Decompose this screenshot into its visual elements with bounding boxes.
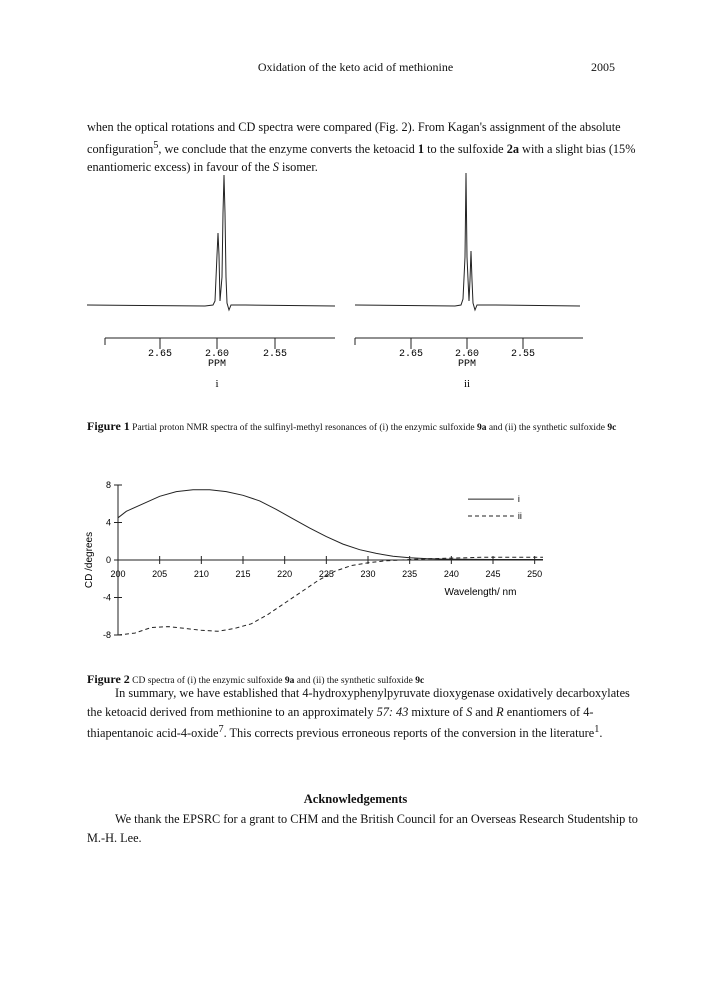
reference-superscript: 7 bbox=[218, 724, 224, 735]
x-tick-label: 215 bbox=[235, 569, 251, 579]
text-run: and (ii) the synthetic sulfoxide bbox=[294, 676, 416, 686]
text-run: and (ii) the synthetic sulfoxide bbox=[486, 423, 608, 433]
figure-1-nmr-spectra bbox=[85, 165, 605, 405]
x-tick-label: 225 bbox=[318, 569, 334, 579]
stereo-label: R bbox=[496, 704, 504, 719]
summary-paragraph bbox=[87, 684, 647, 743]
text-run: mixture of bbox=[408, 704, 467, 719]
ppm-tick-label: 2.65 bbox=[398, 349, 424, 360]
y-tick-label: 8 bbox=[105, 480, 111, 490]
y-tick-label: 0 bbox=[105, 555, 111, 565]
panel-label-i: i bbox=[215, 378, 219, 390]
compound-number: 9a bbox=[476, 423, 487, 433]
chart-series bbox=[118, 490, 543, 635]
series-line-i bbox=[118, 490, 543, 560]
text-run: Partial proton NMR spectra of the sulfinyl-methyl resonances of (i) the enzymic sulfoxide bbox=[129, 423, 477, 433]
x-tick-label: 200 bbox=[110, 569, 126, 579]
y-tick-label: -8 bbox=[102, 630, 111, 640]
text-run: to the sulfoxide bbox=[424, 141, 507, 156]
acknowledgements-heading: Acknowledgements bbox=[303, 792, 408, 806]
x-tick-label: 250 bbox=[527, 569, 543, 579]
stereo-label: S bbox=[272, 160, 279, 175]
y-axis-label: CD /degrees bbox=[84, 531, 95, 589]
x-tick-label: 205 bbox=[152, 569, 168, 579]
compound-number: 9a bbox=[284, 676, 295, 686]
ppm-axis-ii bbox=[355, 338, 583, 349]
text-run: . This corrects previous erroneous reports of the conversion in the literature bbox=[223, 726, 595, 741]
x-axis-label: Wavelength/ nm bbox=[444, 587, 517, 598]
text-run: , we conclude that the enzyme converts the ketoacid bbox=[158, 141, 418, 156]
ppm-tick-label: 2.65 bbox=[147, 349, 173, 360]
compound-number: 9c bbox=[607, 423, 617, 433]
text-run: and bbox=[472, 704, 497, 719]
chart-legend bbox=[468, 494, 522, 521]
x-tick-label: 235 bbox=[402, 569, 418, 579]
text-run: enantiomers of 4-thiapentanoic acid-4-oxide bbox=[87, 704, 594, 741]
ppm-tick-label: 2.55 bbox=[510, 349, 536, 360]
reference-superscript: 1 bbox=[594, 724, 600, 735]
compound-number: 1 bbox=[417, 141, 425, 156]
y-tick-label: -4 bbox=[102, 592, 111, 603]
running-title: Oxidation of the keto acid of methionine bbox=[257, 60, 454, 74]
acknowledgements-text bbox=[87, 810, 647, 847]
compound-number: 9c bbox=[415, 676, 425, 686]
text-run: . bbox=[599, 726, 603, 741]
caption-label: Figure 2 bbox=[87, 672, 130, 686]
legend-label-ii: ii bbox=[517, 510, 522, 521]
ratio: 57: 43 bbox=[376, 704, 409, 719]
y-tick-label: 4 bbox=[105, 517, 111, 528]
x-tick-label: 245 bbox=[485, 569, 501, 579]
nmr-trace-ii bbox=[355, 173, 580, 310]
chart-axes bbox=[114, 485, 543, 635]
ppm-tick-label: 2.60 bbox=[204, 349, 230, 360]
x-tick-label: 220 bbox=[277, 569, 293, 579]
legend-label-i: i bbox=[517, 494, 520, 505]
x-tick-label: 210 bbox=[193, 569, 209, 579]
ppm-unit-label: PPM bbox=[457, 359, 477, 370]
x-tick-label: 240 bbox=[443, 569, 459, 579]
text-run: with a slight bias (15% enantiomeric excess) in favour of the bbox=[87, 141, 636, 175]
figure-2-cd-chart bbox=[80, 475, 555, 645]
page-number: 2005 bbox=[591, 60, 615, 74]
reference-superscript: 5 bbox=[153, 139, 159, 151]
stereo-label: S bbox=[466, 704, 473, 719]
ppm-axis-i bbox=[105, 338, 335, 349]
running-header bbox=[0, 60, 711, 78]
text-run: CD spectra of (i) the enzymic sulfoxide bbox=[129, 676, 285, 686]
x-tick-label: 230 bbox=[360, 569, 376, 579]
panel-label-ii: ii bbox=[463, 378, 471, 390]
nmr-trace-i bbox=[87, 175, 335, 310]
text-run: when the optical rotations and CD spectra were compared (Fig. 2). From Kagan's assignment of the absolute configuration bbox=[87, 120, 621, 156]
ppm-tick-label: 2.60 bbox=[454, 349, 480, 360]
ppm-tick-label: 2.55 bbox=[262, 349, 288, 360]
figure-1-caption bbox=[87, 418, 647, 437]
text-run: isomer. bbox=[278, 160, 318, 175]
text-run: We thank the EPSRC for a grant to CHM and the British Council for an Overseas Research Studentship to M.-H. Lee. bbox=[87, 812, 638, 845]
compound-number: 2a bbox=[506, 141, 519, 156]
caption-label: Figure 1 bbox=[87, 419, 130, 433]
ppm-unit-label: PPM bbox=[207, 359, 227, 370]
text-run: In summary, we have established that 4-hydroxyphenylpyruvate dioxygenase oxidatively decarboxylates the ketoacid derived from methionine to an approximately bbox=[87, 686, 630, 719]
